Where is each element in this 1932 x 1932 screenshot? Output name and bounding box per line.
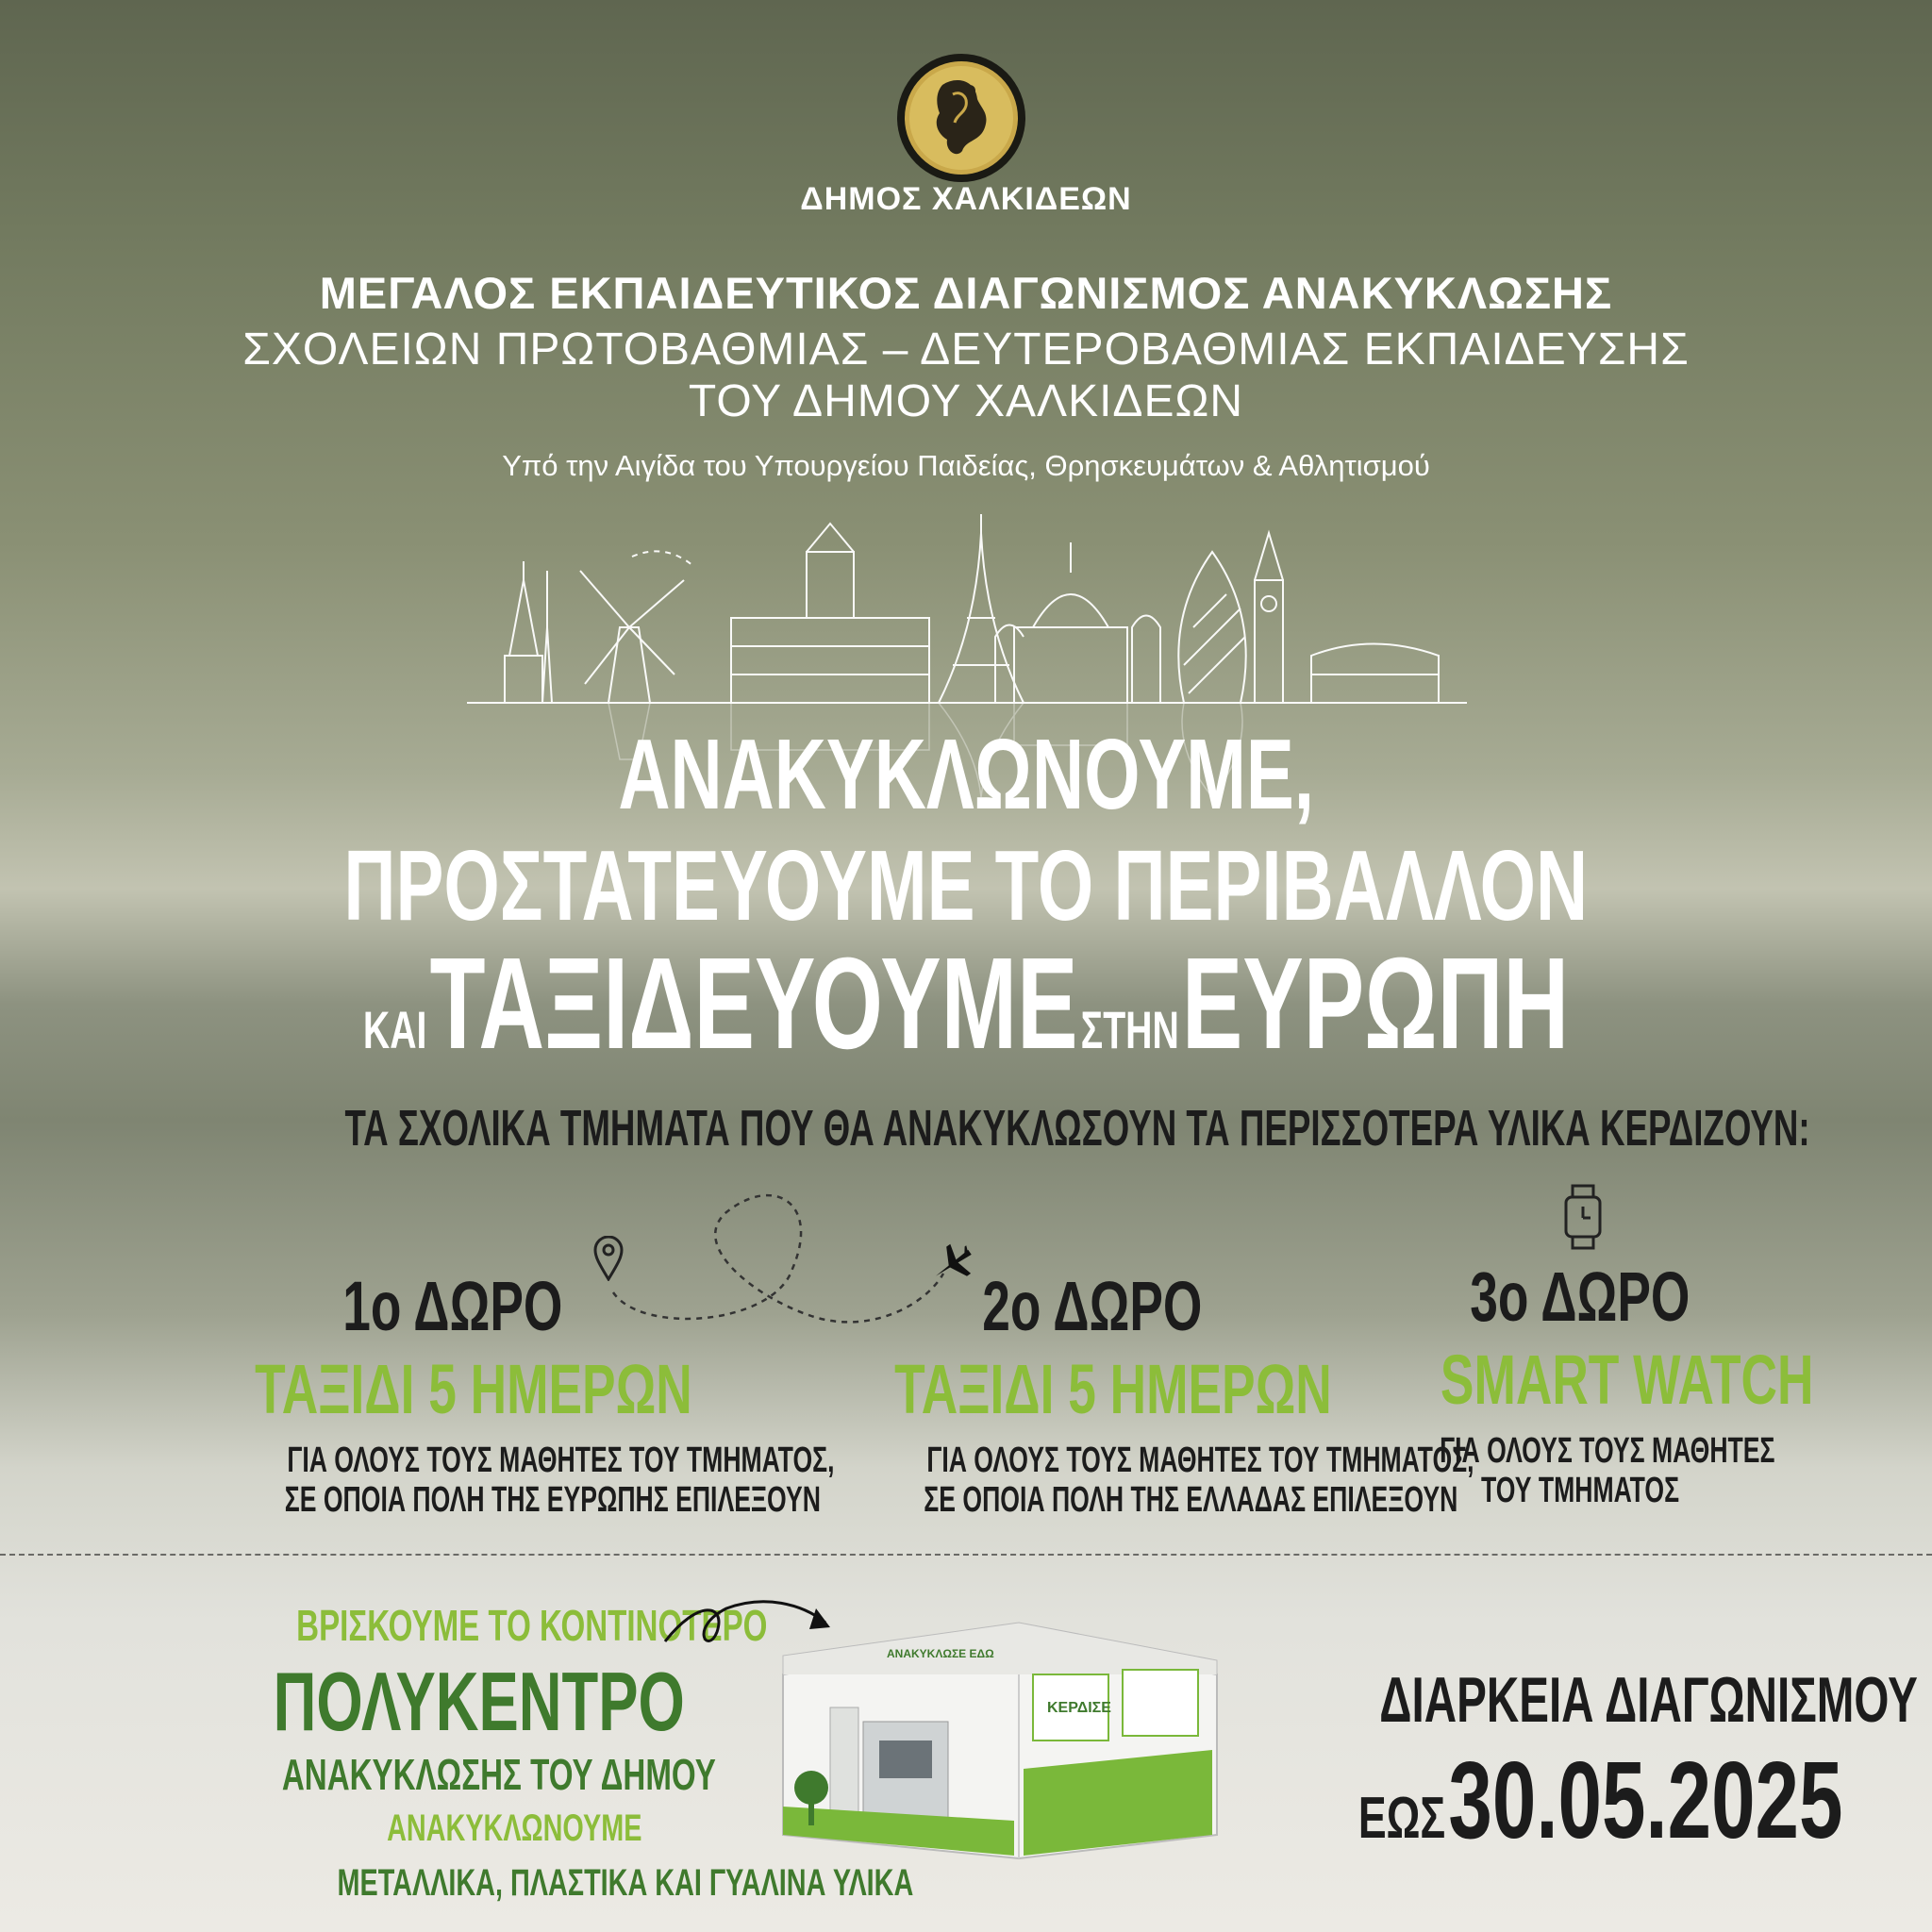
prize-2-desc-2: ΣΕ ΟΠΟΙΑ ΠΟΛΗ ΤΗΣ ΕΛΛΑΔΑΣ ΕΠΙΛΕΞΟΥΝ [924,1479,1458,1520]
prize-1-desc-2: ΣΕ ΟΠΟΙΑ ΠΟΛΗ ΤΗΣ ΕΥΡΩΠΗΣ ΕΠΙΛΕΞΟΥΝ [284,1479,821,1520]
prize-1 [170,1267,835,1521]
rc-line-3: ΑΝΑΚΥΚΛΩΣΗΣ ΤΟΥ ΔΗΜΟΥ [281,1750,716,1799]
prize-3-desc-2: ΤΟΥ ΤΜΗΜΑΤΟΣ [1480,1470,1680,1510]
title-line-3: ΤΟΥ ΔΗΜΟΥ ΧΑΛΚΙΔΕΩΝ [688,376,1244,426]
recycling-center-info [113,1601,914,1904]
prize-1-desc-1: ΓΙΑ ΟΛΟΥΣ ΤΟΥΣ ΜΑΘΗΤΕΣ ΤΟΥ ΤΜΗΜΑΤΟΣ, [287,1441,835,1480]
rc-line-1: ΒΡΙΣΚΟΥΜΕ ΤΟ ΚΟΝΤΙΝΟΤΕΡΟ [296,1601,768,1650]
rc-line-4: ΑΝΑΚΥΚΛΩΝΟΥΜΕ [386,1807,641,1849]
prize-2 [809,1267,1474,1521]
recycling-kiosk-illustration [774,1618,1226,1863]
patronage-text: Υπό την Αιγίδα του Υπουργείου Παιδείας, Θρησκευμάτων & Αθλητισμού [502,449,1430,482]
prize-2-desc-1: ΓΙΑ ΟΛΟΥΣ ΤΟΥΣ ΜΑΘΗΤΕΣ ΤΟΥ ΤΜΗΜΑΤΟΣ, [926,1441,1474,1480]
title-line-1: ΜΕΓΑΛΟΣ ΕΚΠΑΙΔΕΥΤΙΚΟΣ ΔΙΑΓΩΝΙΣΜΟΣ ΑΝΑΚΥΚΛΩΣΗΣ [319,268,1613,318]
winners-intro: ΤΑ ΣΧΟΛΙΚΑ ΤΜΗΜΑΤΑ ΠΟΥ ΘΑ ΑΝΑΚΥΚΛΩΣΟΥΝ ΤΑ ΠΕΡΙΣΣΟΤΕΡΑ ΥΛΙΚΑ ΚΕΡΔΙΖΟΥΝ: [344,1100,1810,1157]
slogan-line-3: ΚΑΙ ΤΑΞΙΔΕΥΟΥΜΕ ΣΤΗΝ ΕΥΡΩΠΗ [362,931,1570,1076]
municipal-seal-logo [891,47,1032,189]
prize-2-title: ΤΑΞΙΔΙ 5 ΗΜΕΡΩΝ [894,1350,1332,1428]
svg-text:ΚΕΡΔΙΣΕ: ΚΕΡΔΙΣΕ [1047,1700,1111,1716]
prize-3-title: SMART WATCH [1440,1341,1814,1419]
svg-text:ΑΝΑΚΥΚΛΩΣΕ ΕΔΩ: ΑΝΑΚΥΚΛΩΣΕ ΕΔΩ [887,1647,994,1660]
slogan-line-2: ΠΡΟΣΤΑΤΕΥΟΥΜΕ ΤΟ ΠΕΡΙΒΑΛΛΟΝ [343,830,1589,941]
prize-3-rank: 3ο ΔΩΡΟ [1470,1257,1690,1336]
slogan-line-1: ΑΝΑΚΥΚΛΩΝΟΥΜΕ, [618,719,1314,830]
title-line-2: ΣΧΟΛΕΙΩΝ ΠΡΩΤΟΒΑΘΜΙΑΣ – ΔΕΥΤΕΡΟΒΑΘΜΙΑΣ ΕΚΠΑΙΔΕΥΣΗΣ [242,325,1690,375]
rc-line-5: ΜΕΤΑΛΛΙΚΑ, ΠΛΑΣΤΙΚΑ ΚΑΙ ΓΥΑΛΙΝΑ ΥΛΙΚΑ [337,1862,914,1904]
duration-label: ΔΙΑΡΚΕΙΑ ΔΙΑΓΩΝΙΣΜΟΥ [1379,1664,1918,1736]
duration-date: ΕΩΣ 30.05.2025 [1357,1739,1843,1861]
rc-line-2: ΠΟΛΥΚΕΝΤΡΟ [273,1655,685,1748]
prize-1-rank: 1ο ΔΩΡΟ [342,1267,563,1345]
prize-3-desc-1: ΓΙΑ ΟΛΟΥΣ ΤΟΥΣ ΜΑΘΗΤΕΣ [1440,1431,1775,1471]
prize-3 [1368,1257,1814,1511]
prize-2-rank: 2ο ΔΩΡΟ [982,1267,1203,1345]
prize-1-title: ΤΑΞΙΔΙ 5 ΗΜΕΡΩΝ [255,1350,692,1428]
municipality-name: ΔΗΜΟΣ ΧΑΛΚΙΔΕΩΝ [800,181,1132,217]
section-divider [0,1554,1932,1556]
smartwatch-icon [1561,1184,1605,1250]
